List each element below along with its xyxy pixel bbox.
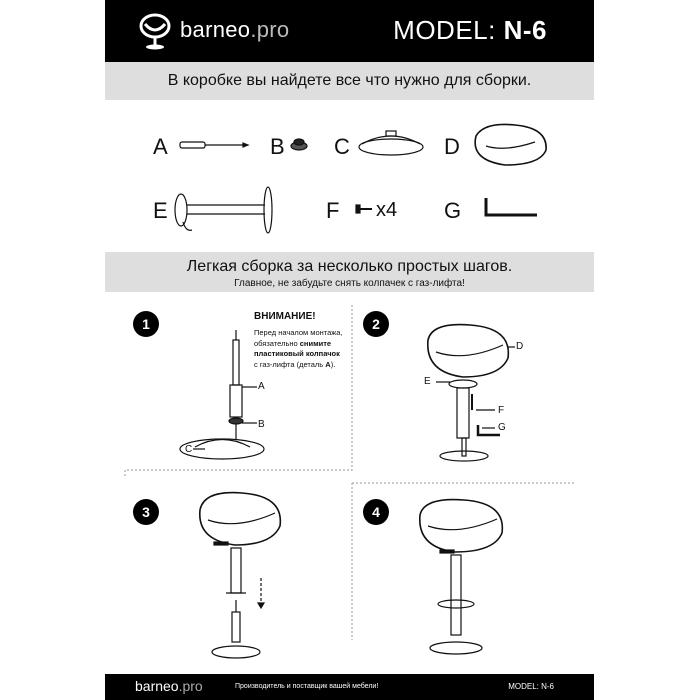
warning-text: Перед началом монтажа, обязательно снимите пластиковый колпачок с газ-лифта (деталь А). [254,328,343,369]
part-letter-a: A [153,134,168,159]
part-c-base-icon [359,131,423,155]
step2-label-d: D [516,341,524,352]
part-letter-e: E [153,198,168,223]
footer-brand: barneo.pro [135,678,203,694]
footer-bar [105,674,594,700]
step2-label-f: F [498,405,505,416]
steps-banner [105,252,594,292]
step-1-badge: 1 [133,311,159,337]
step1-label-a: A [258,381,265,392]
part-letter-c: C [334,134,350,159]
footer-tagline: Производитель и поставщик вашей мебели! [235,683,379,690]
part-f-quantity: x4 [376,199,398,221]
step-2-illustration [428,325,515,461]
step1-label-c: C [185,444,193,455]
part-letter-f: F [326,198,340,223]
part-e-column-icon [175,187,272,233]
header-bar [105,0,594,62]
step-4-illustration [420,500,503,654]
part-d-seat-icon [475,124,546,165]
part-a-gas-lift-icon [180,142,248,148]
part-b-bushing-icon [291,139,307,150]
footer-model: MODEL: N-6 [508,682,554,691]
step-2-badge: 2 [363,311,389,337]
part-letter-g: G [444,198,462,223]
part-g-hex-key-icon [486,198,537,215]
chair-logo-icon [135,12,175,52]
step2-label-e: E [424,376,431,387]
step2-label-g: G [498,422,506,433]
step-4-badge: 4 [363,499,389,525]
step-3-illustration [200,493,281,658]
brand-logo: barneo.pro [180,17,290,42]
step-3-badge: 3 [133,499,159,525]
steps-subtitle: Главное, не забудьте снять колпачек с газ-лифта! [234,278,465,289]
part-letter-d: D [444,134,460,159]
steps-title: Легкая сборка за несколько простых шагов. [186,258,513,275]
step-1-illustration [180,330,264,459]
part-f-screw-icon [356,205,372,213]
warning-title: ВНИМАНИЕ! [254,311,316,322]
contents-banner [105,62,594,100]
contents-title: В коробке вы найдете все что нужно для сборки. [167,72,532,89]
step1-label-b: B [258,419,265,430]
part-letter-b: B [270,134,285,159]
model-title: MODEL: N-6 [393,15,547,45]
